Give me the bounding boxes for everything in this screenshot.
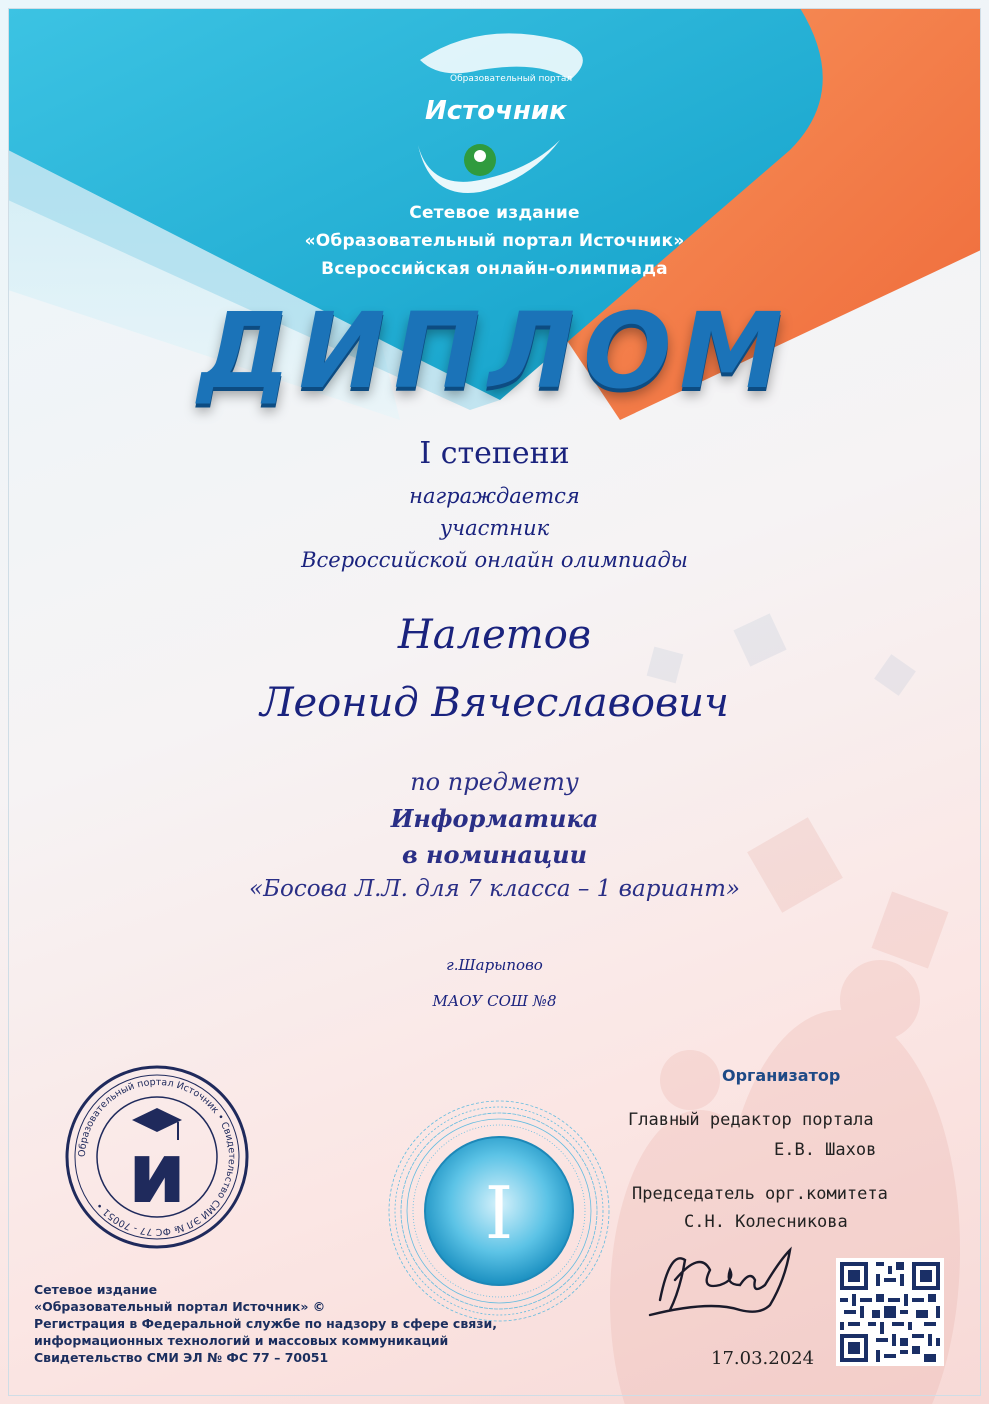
nomination: «Босова Л.Л. для 7 класса – 1 вариант» — [249, 876, 740, 902]
nomination-label: в номинации — [401, 840, 588, 869]
organizer-name2: С.Н. Колесникова — [684, 1212, 848, 1232]
organizer-label: Организатор — [722, 1066, 841, 1085]
degree: I степени — [419, 436, 570, 471]
organizer-role2: Председатель орг.комитета — [632, 1184, 888, 1204]
award-line3: Всероссийской онлайн олимпиады — [301, 548, 688, 572]
city: г.Шарыпово — [446, 956, 543, 974]
recipient-surname: Налетов — [397, 612, 592, 658]
award-line2: участник — [439, 516, 550, 540]
portal-seal — [62, 1062, 252, 1252]
seal-ring-text: Образовательный портал Источник • Свидетельство СМИ ЭЛ № ФС 77 - 70051 • — [76, 1076, 238, 1238]
qr-code — [836, 1258, 944, 1366]
logo-name: Источник — [425, 96, 567, 126]
degree-medal — [384, 1096, 614, 1326]
footer-line3: Регистрация в Федеральной службе по надзору в сфере связи, — [34, 1316, 498, 1331]
school: МАОУ СОШ №8 — [432, 992, 557, 1010]
subject-label: по предмету — [410, 768, 579, 796]
award-line1: награждается — [409, 484, 580, 508]
footer-line5: Свидетельство СМИ ЭЛ № ФС 77 – 70051 — [34, 1350, 329, 1365]
footer-line1: Сетевое издание — [34, 1282, 158, 1297]
footer-line2: «Образовательный портал Источник» © — [34, 1299, 326, 1314]
organizer-name1: Е.В. Шахов — [774, 1140, 877, 1160]
seal-letter: и — [127, 1124, 187, 1222]
recipient-given-names: Леонид Вячеславович — [260, 680, 729, 726]
medal-numeral: I — [484, 1171, 514, 1255]
diploma-title: ДИПЛОМ — [198, 290, 791, 412]
issue-date: 17.03.2024 — [711, 1348, 815, 1369]
header-line1: Сетевое издание — [409, 203, 580, 223]
subject-value: Информатика — [390, 804, 599, 833]
header-line3: Всероссийская онлайн-олимпиада — [321, 259, 668, 279]
header-line2: «Образовательный портал Источник» — [304, 231, 685, 251]
footer-line4: информационных технологий и массовых коммуникаций — [34, 1333, 449, 1348]
signature — [640, 1230, 810, 1325]
organizer-role1: Главный редактор портала — [628, 1110, 874, 1130]
logo-top-text: Образовательный портал — [450, 74, 573, 84]
